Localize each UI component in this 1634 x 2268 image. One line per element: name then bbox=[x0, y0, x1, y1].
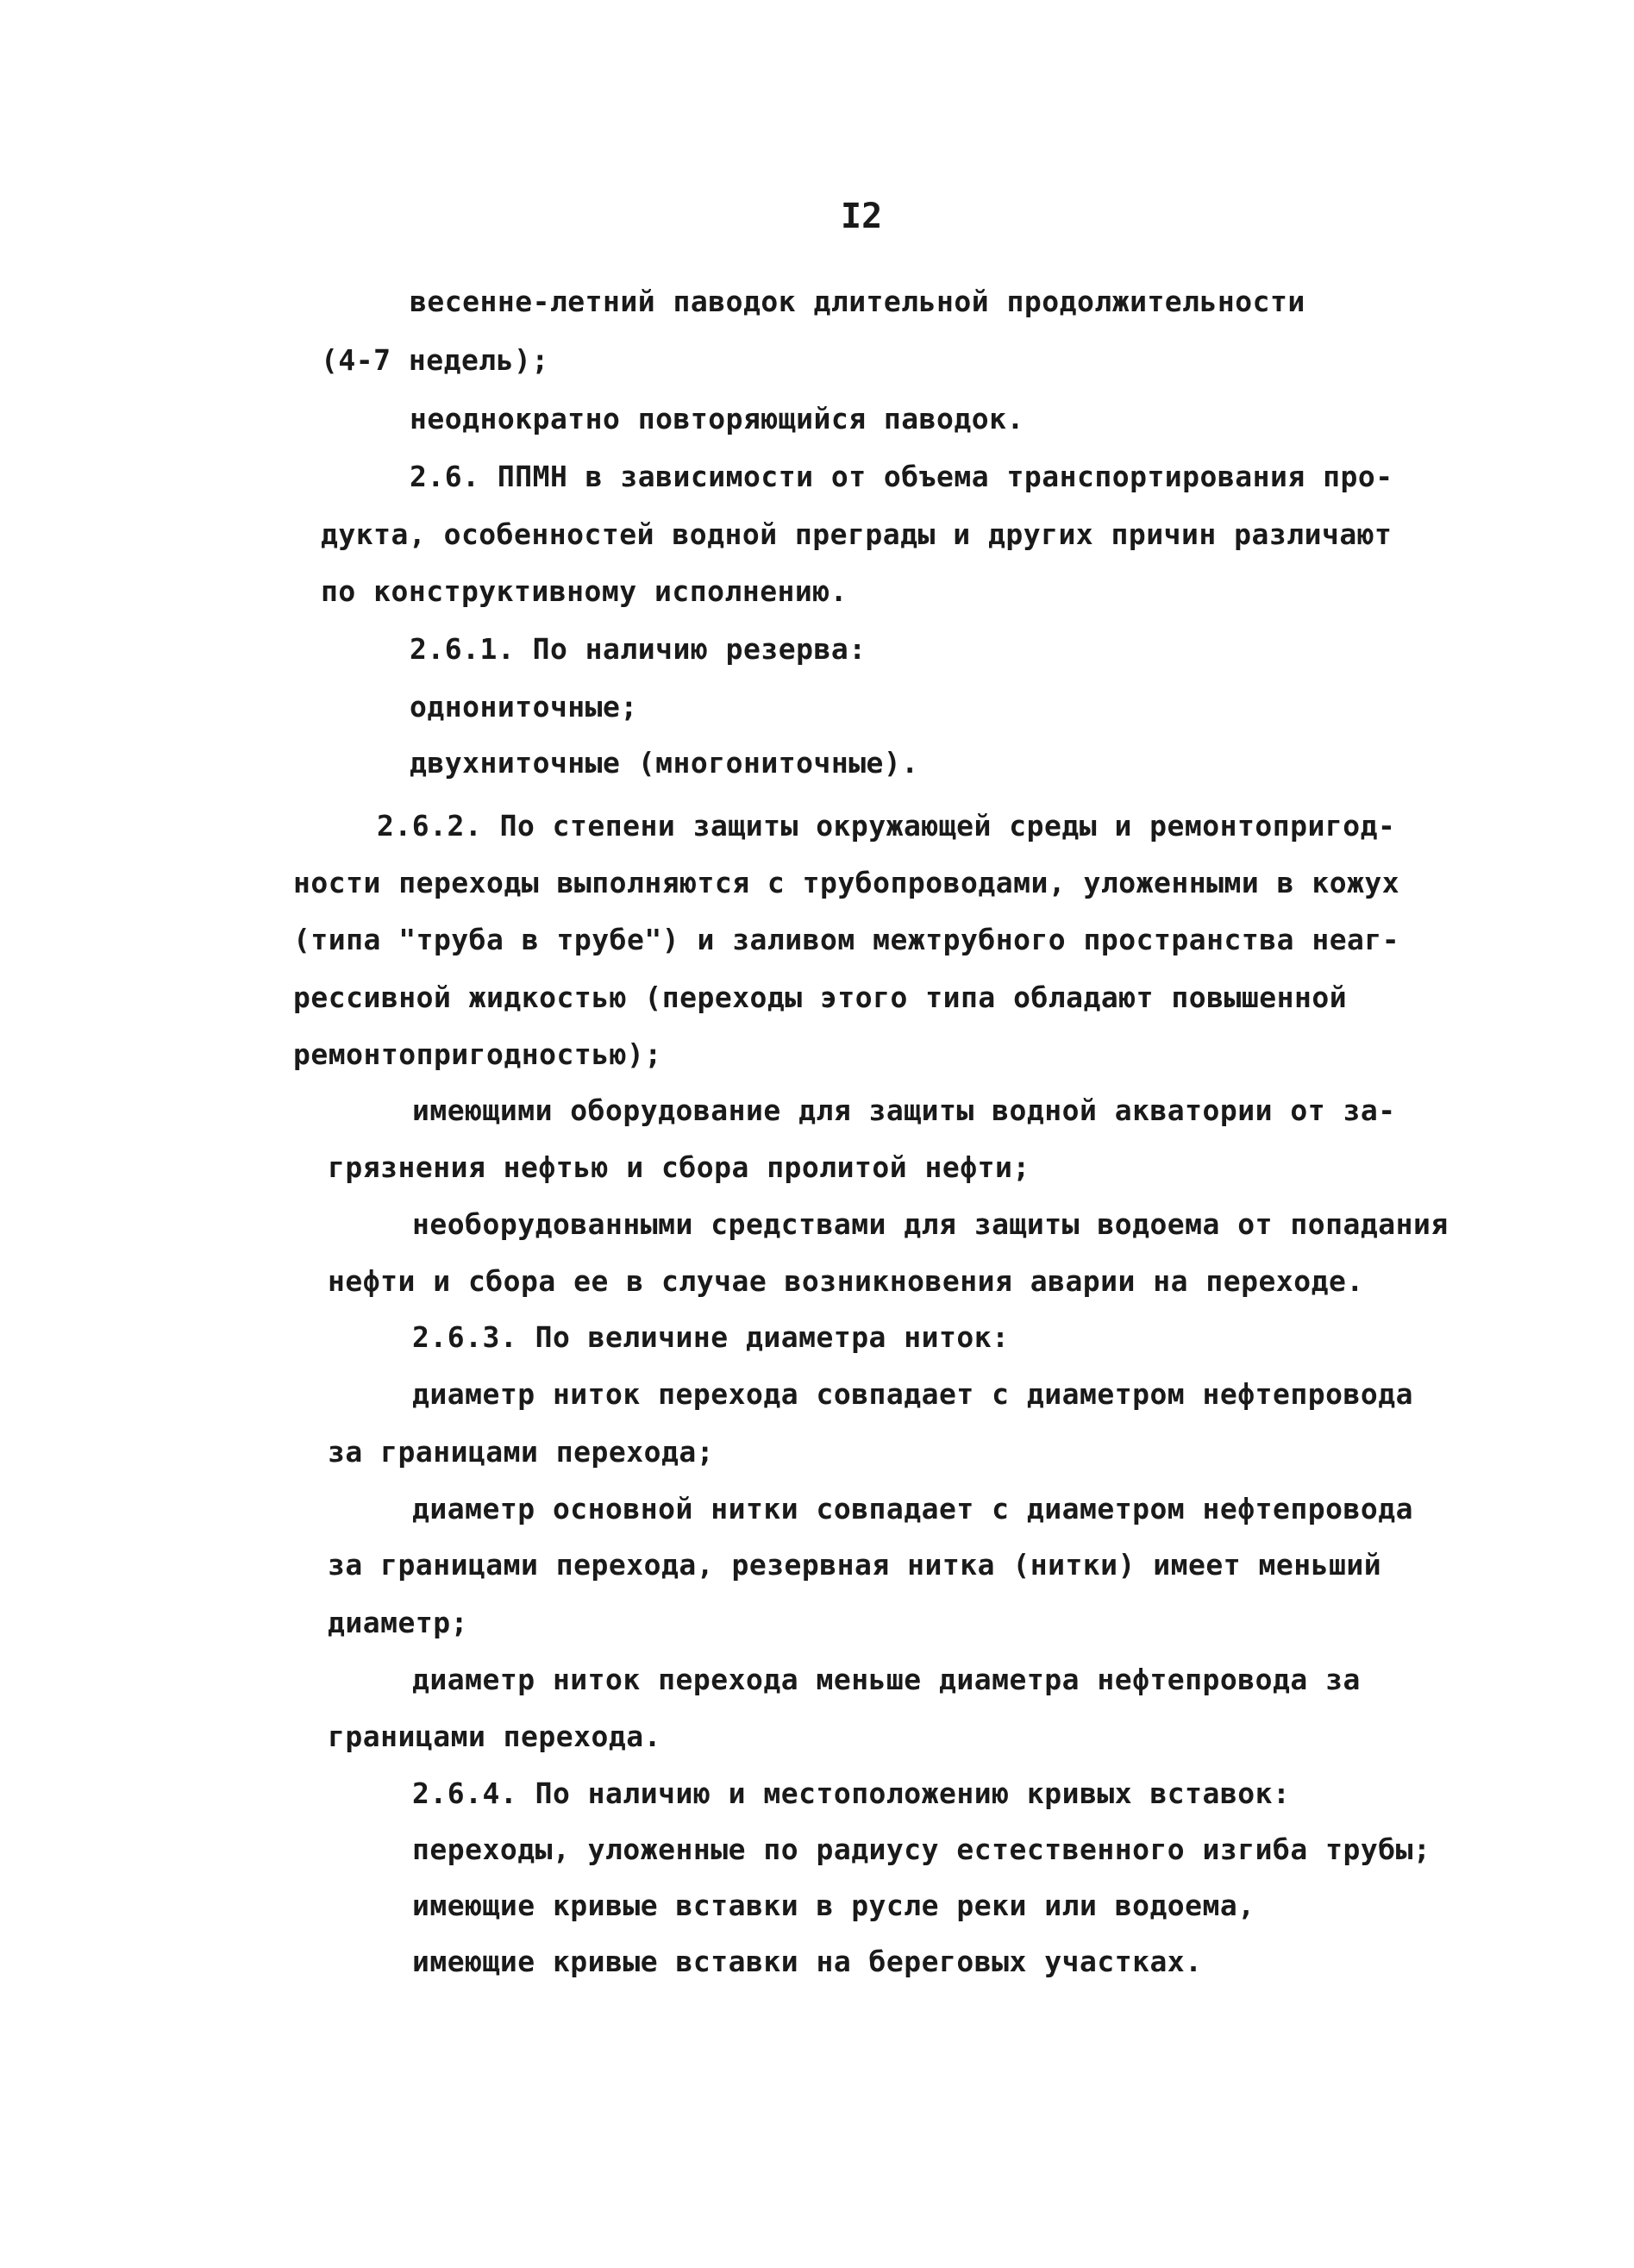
text-line: имеющие кривые вставки на береговых участках. bbox=[412, 1945, 1203, 1978]
text-line: диаметр ниток перехода меньше диаметра нефтепровода за bbox=[412, 1663, 1361, 1696]
section-heading: 2.6.4. По наличию и местоположению кривых вставок: bbox=[412, 1776, 1291, 1810]
text-line: грязнения нефтью и сбора пролитой нефти; bbox=[328, 1150, 1030, 1184]
text-line: дукта, особенностей водной преграды и других причин различают bbox=[321, 517, 1393, 551]
text-line: ремонтопригодностью); bbox=[293, 1037, 662, 1071]
text-line: имеющие кривые вставки в русле реки или водоема, bbox=[412, 1889, 1255, 1922]
text-line: границами перехода. bbox=[328, 1720, 661, 1753]
text-line: диаметр; bbox=[328, 1606, 468, 1639]
text-line: весенне-летний паводок длительной продолжительности bbox=[410, 285, 1305, 318]
text-line: по конструктивному исполнению. bbox=[321, 574, 848, 608]
text-line: (4-7 недель); bbox=[321, 343, 549, 377]
section-heading: 2.6.2. По степени защиты окружающей среды и ремонтопригод- bbox=[377, 809, 1396, 843]
section-heading: 2.6.3. По величине диаметра ниток: bbox=[412, 1320, 1010, 1354]
text-line: имеющими оборудование для защиты водной акватории от за- bbox=[412, 1093, 1396, 1127]
text-line: за границами перехода, резервная нитка (нитки) имеет меньший bbox=[328, 1548, 1382, 1582]
text-line: нефти и сбора ее в случае возникновения аварии на переходе. bbox=[328, 1264, 1364, 1298]
text-line: двухниточные (многониточные). bbox=[410, 746, 919, 780]
text-line: ности переходы выполняются с трубопроводами, уложенными в кожух bbox=[293, 866, 1400, 899]
text-line: за границами перехода; bbox=[328, 1435, 715, 1469]
text-line: неоднократно повторяющийся паводок. bbox=[410, 402, 1024, 435]
text-line: рессивной жидкостью (переходы этого типа обладают повышенной bbox=[293, 981, 1348, 1014]
text-line: диаметр ниток перехода совпадает с диаметром нефтепровода bbox=[412, 1377, 1413, 1411]
text-line: необорудованными средствами для защиты водоема от попадания bbox=[412, 1207, 1449, 1241]
text-line: 2.6. ППМН в зависимости от объема транспортирования про- bbox=[410, 460, 1393, 493]
section-heading: 2.6.1. По наличию резерва: bbox=[410, 632, 867, 666]
text-line: (типа "труба в трубе") и заливом межтрубного пространства неаг- bbox=[293, 923, 1400, 956]
text-line: однониточные; bbox=[410, 690, 638, 724]
text-line: диаметр основной нитки совпадает с диаметром нефтепровода bbox=[412, 1492, 1413, 1526]
text-line: переходы, уложенные по радиусу естественного изгиба трубы; bbox=[412, 1833, 1431, 1866]
page-number: I2 bbox=[841, 197, 883, 236]
